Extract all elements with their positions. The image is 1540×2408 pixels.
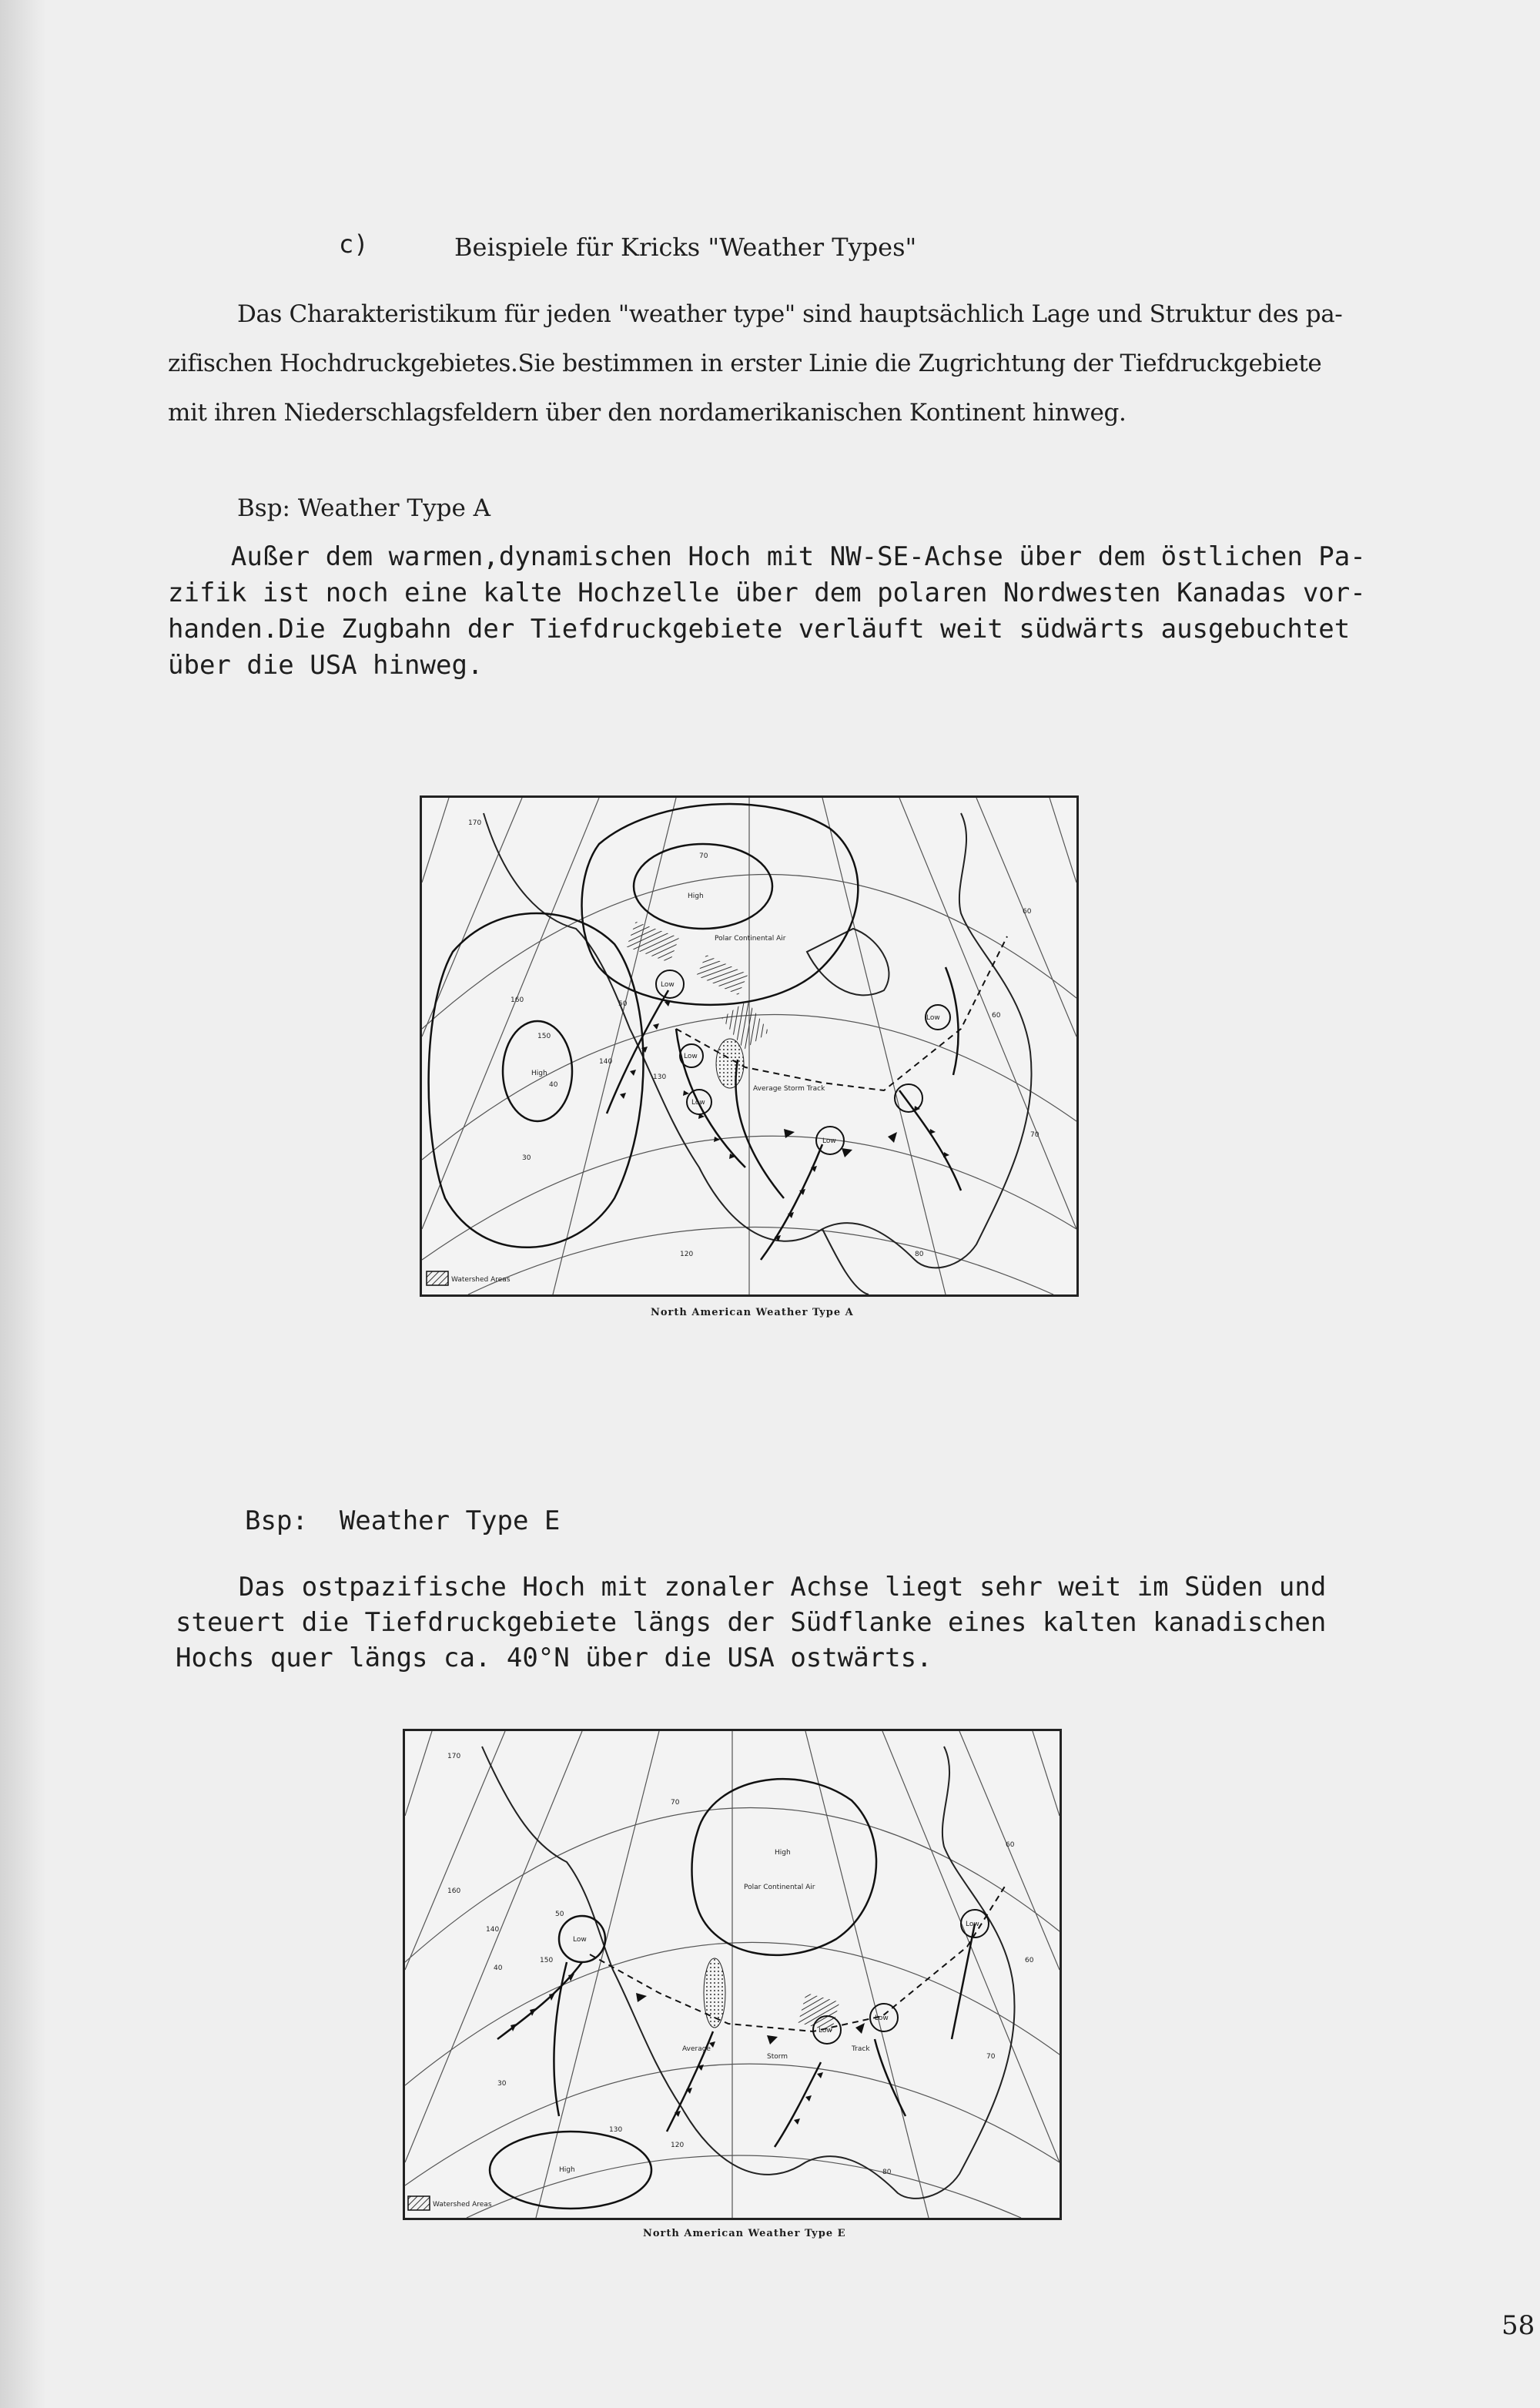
label-lon: 160 bbox=[511, 996, 524, 1004]
example-a-line: handen.Die Zugbahn der Tiefdruckgebiete verläuft weit südwärts ausgebuchtet bbox=[168, 614, 1351, 645]
label-lat: 50 bbox=[618, 1000, 628, 1008]
longitude-lines bbox=[405, 1731, 1060, 2218]
label-lon: 120 bbox=[671, 2142, 685, 2149]
watershed-patch bbox=[627, 922, 679, 963]
label-lon: 60 bbox=[992, 1012, 1001, 1020]
label-lat: 40 bbox=[494, 1964, 503, 1972]
storm-track-line bbox=[590, 1885, 1006, 2031]
label-lon: 70 bbox=[1030, 1131, 1040, 1139]
label-lon: 160 bbox=[447, 1887, 461, 1895]
label-lat: 40 bbox=[549, 1081, 558, 1089]
example-e-line: Das ostpazifische Hoch mit zonaler Achse liegt sehr weit im Süden und bbox=[176, 1572, 1327, 1603]
label-low: Low bbox=[691, 1099, 705, 1107]
map-e-drawing bbox=[405, 1731, 1060, 2218]
label-lon: 60 bbox=[1025, 1957, 1034, 1964]
label-lon: 130 bbox=[609, 2126, 623, 2134]
example-e-line: Hochs quer längs ca. 40°N über die USA ostwärts. bbox=[176, 1643, 932, 1673]
label-lat: 70 bbox=[699, 852, 708, 860]
label-lon: 80 bbox=[915, 1251, 924, 1258]
watershed-patch bbox=[798, 1993, 840, 2031]
label-lon: 150 bbox=[540, 1957, 554, 1964]
page-edge-shadow bbox=[0, 0, 46, 2408]
legend-swatch bbox=[408, 2196, 430, 2210]
label-low: Low bbox=[684, 1053, 698, 1060]
example-a-line: zifik ist noch eine kalte Hochzelle über dem polaren Nordwesten Kanadas vor- bbox=[168, 578, 1366, 608]
label-lat: 30 bbox=[497, 2080, 507, 2088]
low-markers bbox=[813, 1910, 989, 2044]
weather-map-type-e bbox=[403, 1729, 1062, 2220]
label-low: Low bbox=[573, 1936, 587, 1944]
label-low: Low bbox=[966, 1921, 979, 1928]
label-high-pacific: High bbox=[559, 2166, 575, 2174]
section-letter: c) bbox=[339, 229, 369, 259]
label-storm-track: Track bbox=[852, 2045, 870, 2053]
label-low: Low bbox=[661, 981, 675, 989]
hudson-bay-outline bbox=[807, 929, 889, 995]
label-low: Low bbox=[819, 2027, 832, 2035]
isobar-polar-high bbox=[692, 1779, 877, 1955]
longitude-lines bbox=[422, 798, 1076, 1294]
label-storm-average: Average bbox=[682, 2045, 711, 2053]
weather-map-type-a bbox=[420, 795, 1079, 1297]
precip-area bbox=[704, 1958, 725, 2028]
front-teeth bbox=[620, 1000, 949, 1241]
label-air-mass: Polar Continental Air bbox=[744, 1884, 815, 1891]
label-lon: 150 bbox=[537, 1033, 551, 1040]
low-markers bbox=[656, 970, 950, 1154]
example-a-heading: Bsp: Weather Type A bbox=[237, 494, 491, 522]
example-a-line: über die USA hinweg. bbox=[168, 650, 484, 681]
label-air-mass: Polar Continental Air bbox=[715, 935, 786, 943]
intro-line: mit ihren Niederschlagsfeldern über den nordamerikanischen Kontinent hinweg. bbox=[168, 399, 1127, 427]
intro-line: Das Charakteristikum für jeden "weather type" sind hauptsächlich Lage und Struktur des pa- bbox=[237, 300, 1343, 328]
label-lon: 140 bbox=[599, 1058, 613, 1066]
label-high-north: High bbox=[688, 893, 704, 900]
label-lat: 30 bbox=[522, 1154, 531, 1162]
section-title: Beispiele für Kricks "Weather Types" bbox=[454, 233, 917, 262]
label-lon: 130 bbox=[653, 1073, 667, 1081]
label-lat: 50 bbox=[555, 1911, 564, 1918]
label-lon: 170 bbox=[468, 819, 482, 827]
show-through-ghost bbox=[385, 1382, 397, 1405]
map-e-caption: North American Weather Type E bbox=[643, 2228, 846, 2239]
label-low: Low bbox=[875, 2014, 889, 2022]
label-storm-track: Average Storm Track bbox=[753, 1085, 825, 1093]
label-lat: 60 bbox=[1023, 908, 1032, 916]
example-e-line: steuert die Tiefdruckgebiete längs der Südflanke eines kalten kanadischen bbox=[176, 1607, 1327, 1638]
fronts bbox=[607, 967, 961, 1260]
label-lon: 70 bbox=[986, 2053, 996, 2061]
label-lat: 70 bbox=[671, 1799, 680, 1807]
label-storm-storm: Storm bbox=[767, 2053, 788, 2061]
storm-track-arrows bbox=[784, 1129, 897, 1157]
example-e-heading: Bsp: Weather Type E bbox=[245, 1505, 561, 1536]
legend-label: Watershed Areas bbox=[433, 2201, 492, 2209]
page-number: 58 bbox=[1502, 2310, 1535, 2341]
label-high-north: High bbox=[775, 1849, 791, 1857]
example-a-line: Außer dem warmen,dynamischen Hoch mit NW-SE-Achse über dem östlichen Pa- bbox=[168, 541, 1366, 572]
map-a-drawing bbox=[422, 798, 1076, 1294]
legend-label: Watershed Areas bbox=[451, 1276, 511, 1284]
label-lon: 120 bbox=[680, 1251, 694, 1258]
intro-line: zifischen Hochdruckgebietes.Sie bestimmen in erster Linie die Zugrichtung der Tiefdruckgebiete bbox=[168, 350, 1322, 377]
label-low: Low bbox=[822, 1137, 836, 1145]
isobar-pacific-outer bbox=[429, 913, 644, 1248]
legend-swatch bbox=[427, 1271, 448, 1285]
label-lat: 60 bbox=[1006, 1841, 1015, 1849]
map-a-caption: North American Weather Type A bbox=[651, 1307, 854, 1318]
label-low: Low bbox=[926, 1014, 940, 1022]
watershed-patch bbox=[696, 955, 748, 996]
label-lon: 80 bbox=[882, 2169, 892, 2176]
label-lon: 170 bbox=[447, 1753, 461, 1760]
precip-area bbox=[716, 1039, 744, 1088]
label-high-pacific: High bbox=[531, 1070, 547, 1077]
label-lon: 140 bbox=[486, 1926, 500, 1934]
